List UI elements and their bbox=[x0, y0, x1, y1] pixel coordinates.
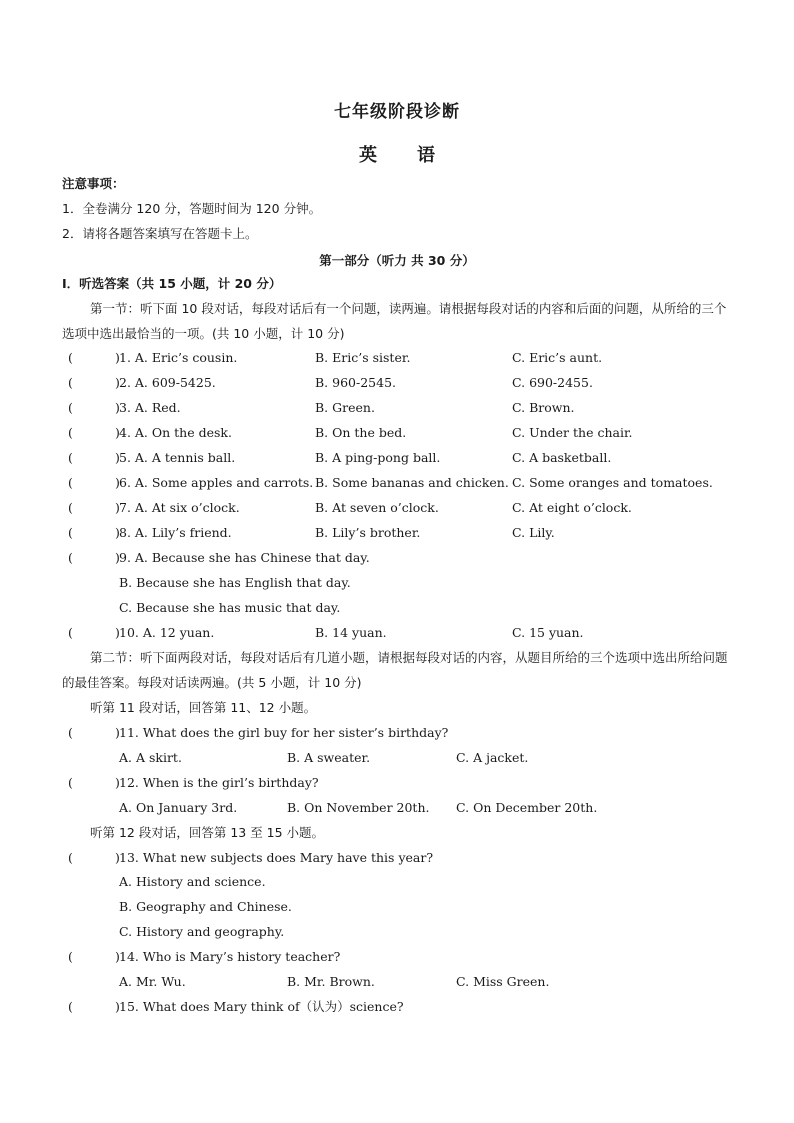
option-b: B. On the bed. bbox=[315, 425, 407, 440]
question-15 bbox=[62, 998, 742, 1016]
question-option-a: 7. A. At six o’clock. bbox=[119, 500, 240, 515]
option-c: C. A jacket. bbox=[456, 750, 529, 765]
answer-bracket-close: ) bbox=[115, 550, 120, 565]
option-a: A. Mr. Wu. bbox=[119, 974, 186, 989]
question-row bbox=[62, 524, 742, 542]
answer-bracket-close: ) bbox=[115, 425, 120, 440]
answer-bracket-close: ) bbox=[115, 999, 120, 1014]
option-c: C. At eight o’clock. bbox=[512, 500, 632, 515]
option-c: C. Under the chair. bbox=[512, 425, 633, 440]
answer-bracket-open: ( bbox=[68, 525, 73, 540]
answer-bracket-close: ) bbox=[115, 375, 120, 390]
question-row bbox=[62, 374, 742, 392]
question-10 bbox=[62, 624, 742, 642]
notice-item: 2．请将各题答案填写在答题卡上。 bbox=[62, 226, 258, 241]
option-b: B. Eric’s sister. bbox=[315, 350, 411, 365]
option-c: C. 690-2455. bbox=[512, 375, 593, 390]
answer-bracket-open: ( bbox=[68, 850, 73, 865]
subject-title: 英语 bbox=[359, 145, 475, 166]
question-option-a: 2. A. 609-5425. bbox=[119, 375, 216, 390]
answer-bracket-close: ) bbox=[115, 475, 120, 490]
question-row bbox=[62, 474, 742, 492]
option-c: C. Lily. bbox=[512, 525, 555, 540]
answer-bracket-close: ) bbox=[115, 350, 120, 365]
option-c: C. Some oranges and tomatoes. bbox=[512, 475, 713, 490]
option-c: C. Brown. bbox=[512, 400, 575, 415]
option-a: A. A skirt. bbox=[119, 750, 182, 765]
question-stem: 9. A. Because she has Chinese that day. bbox=[119, 550, 370, 565]
answer-bracket-open: ( bbox=[68, 475, 73, 490]
option-b: B. Lily’s brother. bbox=[315, 525, 421, 540]
answer-bracket-close: ) bbox=[115, 949, 120, 964]
section1-heading: Ⅰ．听选答案（共 15 小题，计 20 分） bbox=[62, 276, 282, 291]
question-option-a: 3. A. Red. bbox=[119, 400, 181, 415]
answer-bracket-open: ( bbox=[68, 500, 73, 515]
question-11 bbox=[62, 724, 742, 742]
question-option-a: 6. A. Some apples and carrots. bbox=[119, 475, 314, 490]
question-12 bbox=[62, 774, 742, 792]
answer-bracket-open: ( bbox=[68, 400, 73, 415]
question-13 bbox=[62, 849, 742, 867]
option-b: B. Because she has English that day. bbox=[119, 575, 351, 590]
dialog-11-intro: 听第 11 段对话，回答第 11、12 小题。 bbox=[90, 700, 317, 715]
question-row bbox=[62, 349, 742, 367]
option-b: B. 960-2545. bbox=[315, 375, 396, 390]
answer-bracket-open: ( bbox=[68, 949, 73, 964]
exam-title: 七年级阶段诊断 bbox=[334, 102, 460, 122]
answer-bracket-open: ( bbox=[68, 625, 73, 640]
option-a: A. History and science. bbox=[119, 874, 266, 889]
answer-bracket-close: ) bbox=[115, 850, 120, 865]
option-b: B. A ping-pong ball. bbox=[315, 450, 441, 465]
option-b: B. On November 20th. bbox=[287, 800, 430, 815]
question-option-a: 4. A. On the desk. bbox=[119, 425, 232, 440]
option-c: C. Eric’s aunt. bbox=[512, 350, 603, 365]
question-stem: 12. When is the girl’s birthday? bbox=[119, 775, 319, 790]
question-14 bbox=[62, 948, 742, 966]
answer-bracket-close: ) bbox=[115, 525, 120, 540]
option-c: C. Miss Green. bbox=[456, 974, 550, 989]
option-c: C. A basketball. bbox=[512, 450, 612, 465]
notice-heading: 注意事项： bbox=[62, 176, 125, 191]
option-c: C. Because she has music that day. bbox=[119, 600, 341, 615]
answer-bracket-open: ( bbox=[68, 450, 73, 465]
answer-bracket-open: ( bbox=[68, 775, 73, 790]
question-stem: 15. What does Mary think of（认为）science? bbox=[119, 999, 404, 1014]
dialog-12-intro: 听第 12 段对话，回答第 13 至 15 小题。 bbox=[90, 825, 325, 840]
part1-title: 第一部分（听力 共 30 分） bbox=[319, 253, 475, 268]
answer-bracket-close: ) bbox=[115, 500, 120, 515]
option-b: B. 14 yuan. bbox=[315, 625, 387, 640]
question-option-a: 5. A. A tennis ball. bbox=[119, 450, 236, 465]
answer-bracket-close: ) bbox=[115, 775, 120, 790]
option-b: B. Some bananas and chicken. bbox=[315, 475, 509, 490]
answer-bracket-open: ( bbox=[68, 425, 73, 440]
answer-bracket-close: ) bbox=[115, 725, 120, 740]
answer-bracket-close: ) bbox=[115, 450, 120, 465]
question-option-a: 1. A. Eric’s cousin. bbox=[119, 350, 238, 365]
answer-bracket-open: ( bbox=[68, 350, 73, 365]
option-b: B. Mr. Brown. bbox=[287, 974, 375, 989]
answer-bracket-open: ( bbox=[68, 725, 73, 740]
question-row bbox=[62, 499, 742, 517]
question-row bbox=[62, 449, 742, 467]
option-b: B. Geography and Chinese. bbox=[119, 899, 292, 914]
question-stem: 13. What new subjects does Mary have this year? bbox=[119, 850, 434, 865]
question-row bbox=[62, 424, 742, 442]
option-a: A. On January 3rd. bbox=[119, 800, 238, 815]
option-c: C. On December 20th. bbox=[456, 800, 598, 815]
answer-bracket-close: ) bbox=[115, 400, 120, 415]
answer-bracket-close: ) bbox=[115, 625, 120, 640]
question-row bbox=[62, 399, 742, 417]
answer-bracket-open: ( bbox=[68, 999, 73, 1014]
question-option-a: 8. A. Lily’s friend. bbox=[119, 525, 232, 540]
answer-bracket-open: ( bbox=[68, 375, 73, 390]
question-stem: 14. Who is Mary’s history teacher? bbox=[119, 949, 341, 964]
option-b: B. At seven o’clock. bbox=[315, 500, 439, 515]
section2-instructions: 第二节：听下面两段对话，每段对话后有几道小题，请根据每段对话的内容，从题目所给的三个选项中选出所给问题的最佳答案。每段对话读两遍。(共 5 小题，计 10 分) bbox=[62, 650, 728, 690]
section1-instructions: 第一节：听下面 10 段对话，每段对话后有一个问题，读两遍。请根据每段对话的内容和后面的问题，从所给的三个选项中选出最恰当的一项。(共 10 小题，计 10 分) bbox=[62, 301, 727, 341]
notice-item: 1．全卷满分 120 分，答题时间为 120 分钟。 bbox=[62, 201, 322, 216]
question-stem: 11. What does the girl buy for her sister’s birthday? bbox=[119, 725, 449, 740]
option-b: B. Green. bbox=[315, 400, 375, 415]
question-option-a: 10. A. 12 yuan. bbox=[119, 625, 215, 640]
option-b: B. A sweater. bbox=[287, 750, 371, 765]
answer-bracket-open: ( bbox=[68, 550, 73, 565]
option-c: C. History and geography. bbox=[119, 924, 285, 939]
question-9 bbox=[62, 549, 742, 567]
option-c: C. 15 yuan. bbox=[512, 625, 584, 640]
